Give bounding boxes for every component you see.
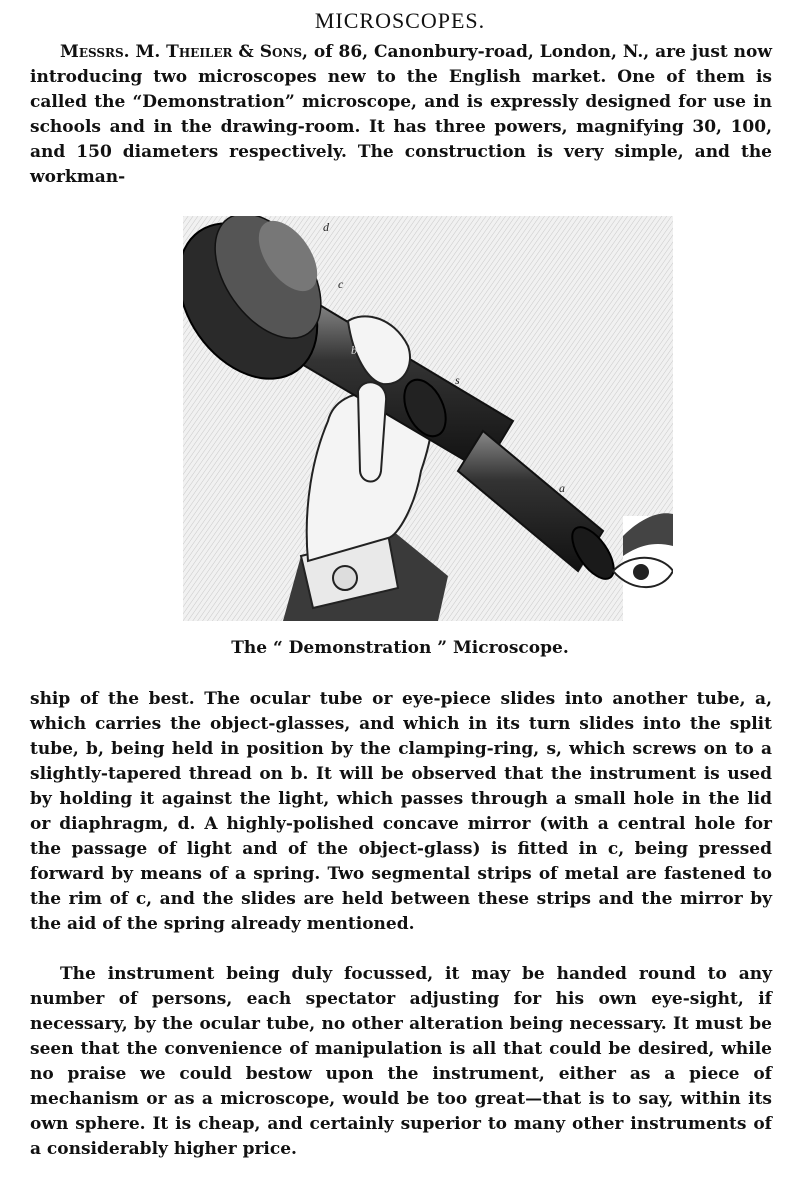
intro-lead: Messrs. M. Theiler & Sons, [60, 42, 308, 62]
label-s: s [455, 373, 460, 387]
thumb [358, 382, 386, 481]
intro-text: of 86, Canonbury-road, London, N., are just now introducing two microscopes new to the English market. One of them is called the “Demonstration” microscope, and is expressly designed for use in schools and in the drawing-room. It has three powers, magnifying 30, 100, and 150 diameters respectively. The construction is very simple, and the workman- [30, 42, 772, 187]
label-c: c [338, 277, 344, 291]
label-b: b [351, 343, 357, 357]
label-d: d [323, 220, 329, 234]
microscope-illustration [183, 216, 673, 626]
closing-paragraph: The instrument being duly focussed, it may be handed round to any number of persons, each spectator adjusting for his own eye-sight, if necessary, by the ocular tube, no other alteration being necessary. It must be seen that the convenience of manipulation is all that could be desired, while no praise we could bestow upon the instrument, either as a piece of mechanism or as a microscope, would be too great—that is to say, within its own sphere. It is cheap, and certainly superior to many other instruments of a considerably higher price. [30, 964, 772, 1159]
figure-caption: The “ Demonstration ” Microscope. [231, 638, 569, 658]
intro-paragraph [30, 40, 772, 190]
cuff-link [333, 566, 357, 590]
label-a: a [559, 481, 565, 495]
article-title: MICROSCOPES. [314, 8, 486, 33]
body-paragraph: ship of the best. The ocular tube or eye-piece slides into another tube, a, which carries the object-glasses, and which in its turn slides into the split tube, b, being held in position by the clamping-ring, s, which screws on to a slightly-tapered thread on b. It will be observed that the instrument is used by holding it against the light, which passes through a small hole in the lid or diaphragm, d. A highly-polished concave mirror (with a central hole for the passage of light and of the object-glass) is fitted in c, being pressed forward by means of a spring. Two segmental strips of metal are fastened to the rim of c, and the slides are held between these strips and the mirror by the aid of the spring already mentioned. [30, 689, 772, 934]
